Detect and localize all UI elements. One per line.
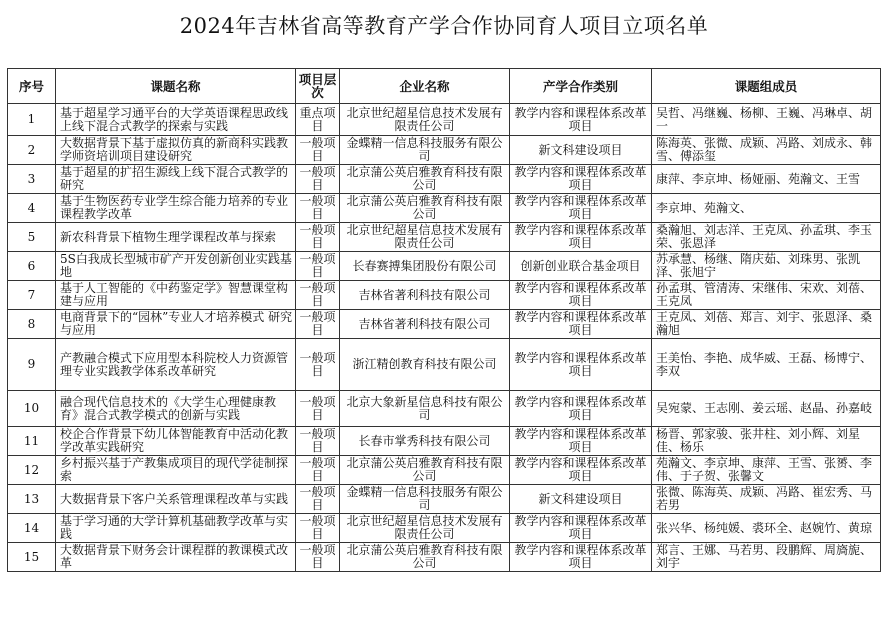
cooperation-type: 教学内容和课程体系改革项目 xyxy=(510,391,652,427)
project-title: 产教融合模式下应用型本科院校人力资源管理专业实践教学体系改革研究 xyxy=(56,339,296,391)
cooperation-type: 教学内容和课程体系改革项目 xyxy=(510,339,652,391)
project-title: 大数据背景下客户关系管理课程改革与实践 xyxy=(56,485,296,514)
company-name: 金蝶精一信息科技服务有限公司 xyxy=(340,136,510,165)
company-name: 北京蒲公英启雅教育科技有限公司 xyxy=(340,165,510,194)
table-row xyxy=(8,165,881,194)
project-level: 一般项目 xyxy=(296,136,340,165)
company-name: 北京蒲公英启雅教育科技有限公司 xyxy=(340,543,510,572)
table-row xyxy=(8,485,881,514)
company-name: 浙江精创教育科技有限公司 xyxy=(340,339,510,391)
table-row xyxy=(8,281,881,310)
header-members: 课题组成员 xyxy=(652,69,881,104)
row-number: 12 xyxy=(8,456,56,485)
table-row xyxy=(8,136,881,165)
project-title: 基于超星学习通平台的大学英语课程思政线上线下混合式教学的探索与实践 xyxy=(56,104,296,136)
cooperation-type: 新文科建设项目 xyxy=(510,136,652,165)
project-title: 融合现代信息技术的《大学生心理健康教育》混合式教学模式的创新与实践 xyxy=(56,391,296,427)
row-number: 5 xyxy=(8,223,56,252)
project-level: 一般项目 xyxy=(296,427,340,456)
team-members: 郑言、王娜、马若男、段鹏辉、周旖旎、刘宇 xyxy=(652,543,881,572)
company-name: 北京世纪超星信息技术发展有限责任公司 xyxy=(340,104,510,136)
company-name: 吉林省著利科技有限公司 xyxy=(340,310,510,339)
row-number: 8 xyxy=(8,310,56,339)
team-members: 王克凤、刘蓓、郑言、刘宇、张恩泽、桑瀚旭 xyxy=(652,310,881,339)
row-number: 15 xyxy=(8,543,56,572)
company-name: 北京世纪超星信息技术发展有限责任公司 xyxy=(340,223,510,252)
project-level: 一般项目 xyxy=(296,281,340,310)
table-row xyxy=(8,543,881,572)
cooperation-type: 教学内容和课程体系改革项目 xyxy=(510,543,652,572)
cooperation-type: 教学内容和课程体系改革项目 xyxy=(510,194,652,223)
table-row xyxy=(8,252,881,281)
row-number: 10 xyxy=(8,391,56,427)
cooperation-type: 教学内容和课程体系改革项目 xyxy=(510,104,652,136)
row-number: 7 xyxy=(8,281,56,310)
team-members: 杨晋、郭家骏、张井柱、刘小辉、刘星佳、杨乐 xyxy=(652,427,881,456)
project-level: 一般项目 xyxy=(296,165,340,194)
table-row xyxy=(8,514,881,543)
team-members: 康萍、李京坤、杨娅丽、苑瀚文、王雪 xyxy=(652,165,881,194)
project-title: 5S白我成长型城市矿产开发创新创业实践基地 xyxy=(56,252,296,281)
company-name: 长春市掌秀科技有限公司 xyxy=(340,427,510,456)
project-level: 重点项目 xyxy=(296,104,340,136)
table-row xyxy=(8,310,881,339)
project-level: 一般项目 xyxy=(296,252,340,281)
header-title: 课题名称 xyxy=(56,69,296,104)
team-members: 桑瀚旭、刘志洋、王克凤、孙孟琪、李玉荣、张恩泽 xyxy=(652,223,881,252)
project-level: 一般项目 xyxy=(296,310,340,339)
cooperation-type: 教学内容和课程体系改革项目 xyxy=(510,310,652,339)
project-level: 一般项目 xyxy=(296,514,340,543)
header-company: 企业名称 xyxy=(340,69,510,104)
header-type: 产学合作类别 xyxy=(510,69,652,104)
project-title: 基于人工智能的《中药鉴定学》智慧课堂构建与应用 xyxy=(56,281,296,310)
table-row xyxy=(8,456,881,485)
company-name: 金蝶精一信息科技服务有限公司 xyxy=(340,485,510,514)
team-members: 陈海英、张微、成颖、冯路、刘成永、韩雪、傅添玺 xyxy=(652,136,881,165)
cooperation-type: 创新创业联合基金项目 xyxy=(510,252,652,281)
company-name: 长春赛搏集团股份有限公司 xyxy=(340,252,510,281)
project-level: 一般项目 xyxy=(296,223,340,252)
table-row xyxy=(8,223,881,252)
project-title: 大数据背景下基于虚拟仿真的新商科实践教学师资培训项目建设研究 xyxy=(56,136,296,165)
company-name: 北京大象新星信息科技有限公司 xyxy=(340,391,510,427)
row-number: 1 xyxy=(8,104,56,136)
header-level: 项目层次 xyxy=(296,69,340,104)
project-level: 一般项目 xyxy=(296,194,340,223)
project-title: 基于生物医药专业学生综合能力培养的专业课程教学改革 xyxy=(56,194,296,223)
header-no: 序号 xyxy=(8,69,56,104)
row-number: 14 xyxy=(8,514,56,543)
row-number: 3 xyxy=(8,165,56,194)
cooperation-type: 新文科建设项目 xyxy=(510,485,652,514)
project-level: 一般项目 xyxy=(296,391,340,427)
row-number: 11 xyxy=(8,427,56,456)
document-title: 2024年吉林省高等教育产学合作协同育人项目立项名单 xyxy=(179,14,709,38)
company-name: 北京蒲公英启雅教育科技有限公司 xyxy=(340,456,510,485)
cooperation-type: 教学内容和课程体系改革项目 xyxy=(510,456,652,485)
project-title: 校企合作背景下幼儿体智能教育中活动化教学改革实践研究 xyxy=(56,427,296,456)
project-title: 新农科背景下植物生理学课程改革与探索 xyxy=(56,223,296,252)
team-members: 张兴华、杨纯媛、裘环全、赵婉竹、黄琼 xyxy=(652,514,881,543)
team-members: 孙孟琪、管清涛、宋继伟、宋欢、刘蓓、王克凤 xyxy=(652,281,881,310)
company-name: 北京蒲公英启雅教育科技有限公司 xyxy=(340,194,510,223)
table-row xyxy=(8,194,881,223)
project-title: 乡村振兴基于产教集成项目的现代学徒制探索 xyxy=(56,456,296,485)
row-number: 9 xyxy=(8,339,56,391)
company-name: 北京世纪超星信息技术发展有限责任公司 xyxy=(340,514,510,543)
cooperation-type: 教学内容和课程体系改革项目 xyxy=(510,427,652,456)
team-members: 李京坤、苑瀚文、 xyxy=(652,194,881,223)
cooperation-type: 教学内容和课程体系改革项目 xyxy=(510,165,652,194)
table-row xyxy=(8,391,881,427)
project-level: 一般项目 xyxy=(296,485,340,514)
team-members: 吴哲、冯继巍、杨柳、王巍、冯琳卓、胡一 xyxy=(652,104,881,136)
team-members: 王美怡、李艳、成华威、王磊、杨博宁、李双 xyxy=(652,339,881,391)
row-number: 6 xyxy=(8,252,56,281)
project-table xyxy=(7,68,881,572)
team-members: 苏承慧、杨继、隋庆茹、刘珠男、张凯泽、张旭宁 xyxy=(652,252,881,281)
project-level: 一般项目 xyxy=(296,339,340,391)
project-title: 基于学习通的大学计算机基础教学改革与实践 xyxy=(56,514,296,543)
project-title: 大数据背景下财务会计课程群的教课模式改革 xyxy=(56,543,296,572)
team-members: 苑瀚文、李京坤、康萍、王雪、张赟、李伟、于子贺、张馨文 xyxy=(652,456,881,485)
team-members: 张微、陈海英、成颖、冯路、崔宏秀、马若男 xyxy=(652,485,881,514)
project-title: 基于超星的扩招生源线上线下混合式教学的研究 xyxy=(56,165,296,194)
cooperation-type: 教学内容和课程体系改革项目 xyxy=(510,514,652,543)
team-members: 吴宛蒙、王志刚、姜云瑶、赵晶、孙嘉岐 xyxy=(652,391,881,427)
project-level: 一般项目 xyxy=(296,456,340,485)
table-row xyxy=(8,104,881,136)
row-number: 2 xyxy=(8,136,56,165)
project-title: 电商背景下的“园林”专业人才培养模式 研究与应用 xyxy=(56,310,296,339)
table-row xyxy=(8,427,881,456)
project-level: 一般项目 xyxy=(296,543,340,572)
cooperation-type: 教学内容和课程体系改革项目 xyxy=(510,281,652,310)
table-row xyxy=(8,339,881,391)
table-header-row xyxy=(8,69,881,104)
row-number: 4 xyxy=(8,194,56,223)
row-number: 13 xyxy=(8,485,56,514)
cooperation-type: 教学内容和课程体系改革项目 xyxy=(510,223,652,252)
company-name: 吉林省著利科技有限公司 xyxy=(340,281,510,310)
